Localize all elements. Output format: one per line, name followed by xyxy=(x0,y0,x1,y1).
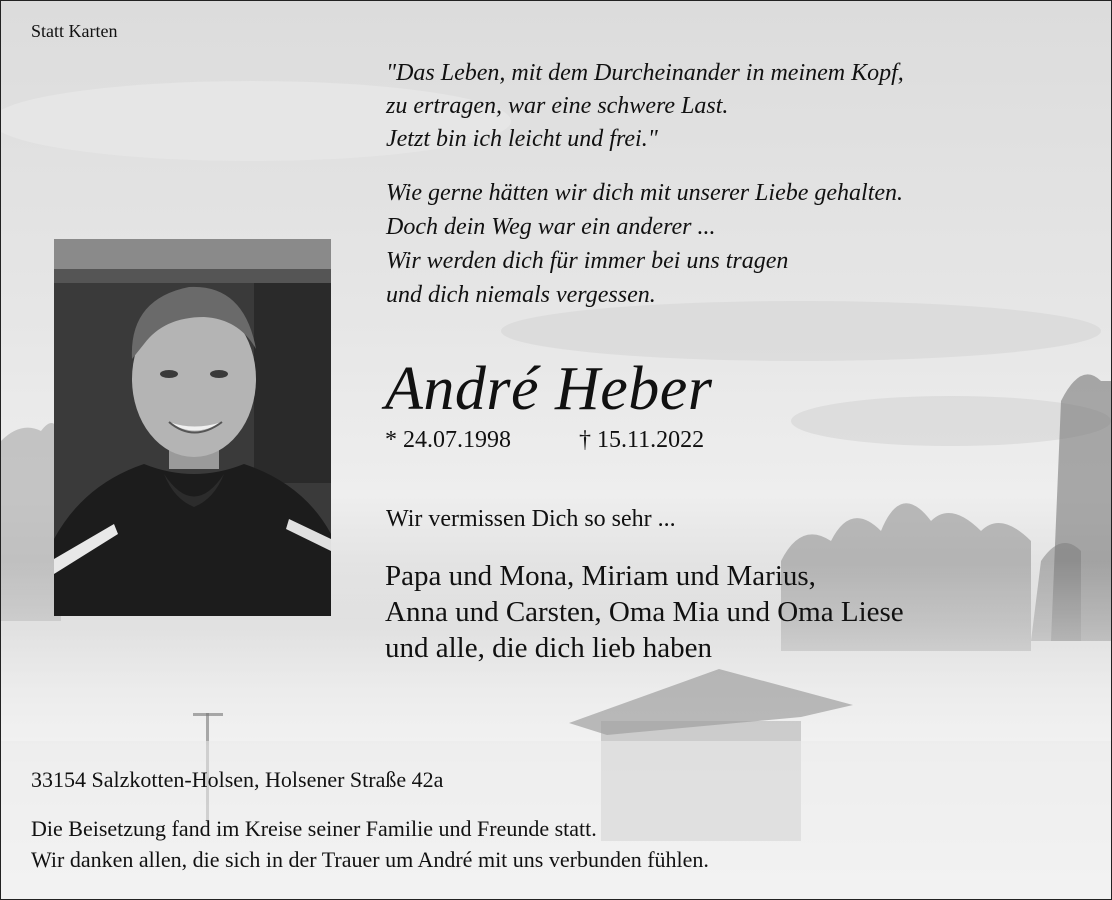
quote-line: Jetzt bin ich leicht und frei." xyxy=(386,126,658,152)
mourners-line: und alle, die dich lieb haben xyxy=(385,632,712,664)
mourners-intro: Wir vermissen Dich so sehr ... xyxy=(386,506,676,532)
portrait-photo xyxy=(54,239,331,616)
closing-line: Wir danken allen, die sich in der Trauer um André mit uns verbunden fühlen. xyxy=(31,847,709,872)
mourners-list xyxy=(385,558,904,666)
verse-line: Wie gerne hätten wir dich mit unserer Liebe gehalten. xyxy=(386,180,904,206)
quote-block xyxy=(386,57,904,156)
deceased-name: André Heber xyxy=(385,355,713,423)
verse-line: Wir werden dich für immer bei uns tragen xyxy=(386,248,789,274)
verse-line: und dich niemals vergessen. xyxy=(386,282,656,308)
address: 33154 Salzkotten-Holsen, Holsener Straße 42a xyxy=(31,767,444,792)
mourners-line: Papa und Mona, Miriam und Marius, xyxy=(385,560,816,592)
mourners-line: Anna und Carsten, Oma Mia und Oma Liese xyxy=(385,596,904,628)
quote-line: "Das Leben, mit dem Durcheinander in meinem Kopf, xyxy=(386,60,904,86)
closing-line: Die Beisetzung fand im Kreise seiner Familie und Freunde statt. xyxy=(31,816,597,841)
birth-date: * 24.07.1998 xyxy=(385,427,511,453)
verse-block xyxy=(386,176,903,312)
death-date: † 15.11.2022 xyxy=(579,427,705,453)
header-label: Statt Karten xyxy=(31,21,118,41)
closing-text xyxy=(31,813,709,875)
verse-line: Doch dein Weg war ein anderer ... xyxy=(386,214,716,240)
quote-line: zu ertragen, war eine schwere Last. xyxy=(386,93,729,119)
